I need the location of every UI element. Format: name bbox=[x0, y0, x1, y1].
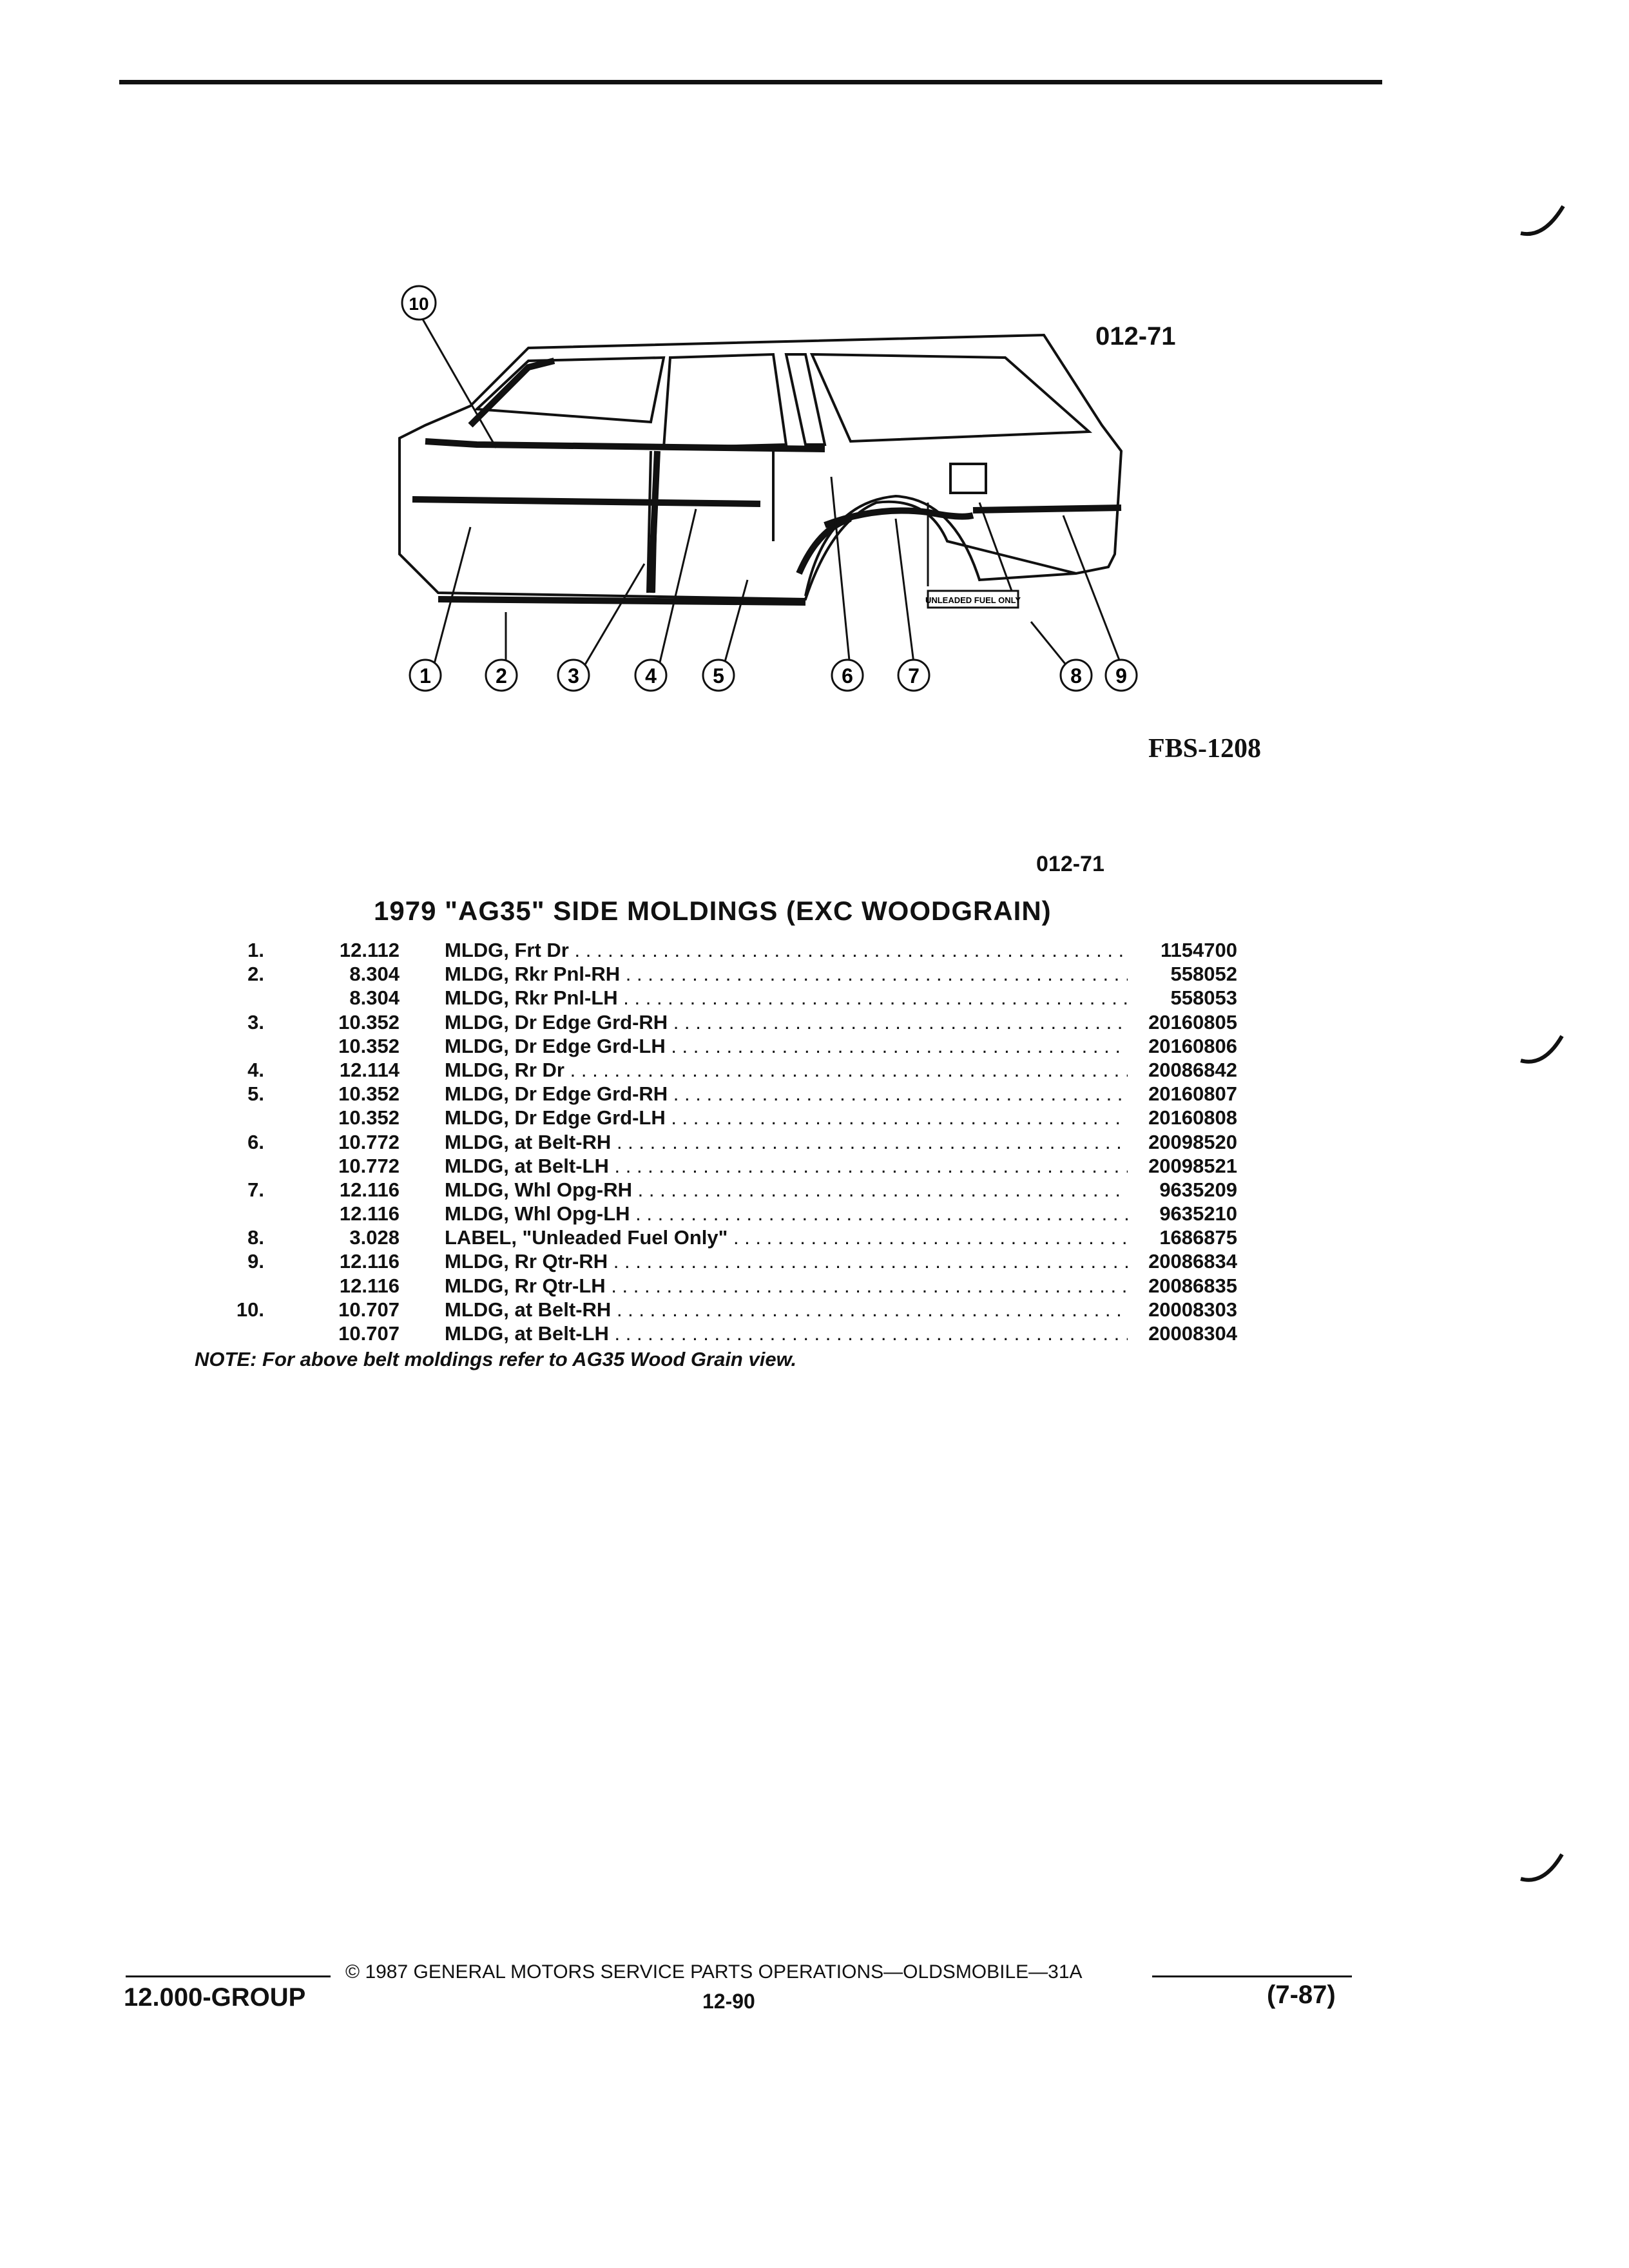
svg-text:8: 8 bbox=[1070, 664, 1082, 687]
group-number: 12.116 bbox=[339, 1178, 400, 1201]
part-number: 1154700 bbox=[1161, 939, 1237, 961]
svg-text:4: 4 bbox=[645, 664, 657, 687]
group-number: 8.304 bbox=[349, 963, 400, 986]
part-number: 20160805 bbox=[1148, 1010, 1237, 1033]
part-description: MLDG, Whl Opg-LH . . . bbox=[445, 1202, 1128, 1225]
ref-number: 2. bbox=[247, 963, 264, 986]
figure-id: FBS-1208 bbox=[1148, 734, 1262, 764]
ref-number: 4. bbox=[247, 1058, 264, 1081]
part-number: 558052 bbox=[1170, 963, 1237, 986]
part-description: MLDG, Dr Edge Grd-RH . . . bbox=[445, 1010, 1128, 1034]
group-number: 10.707 bbox=[338, 1298, 400, 1321]
group-number: 12.112 bbox=[339, 939, 400, 961]
part-number: 9635209 bbox=[1159, 1178, 1237, 1201]
group-number: 10.352 bbox=[338, 1082, 400, 1106]
group-number: 10.352 bbox=[338, 1034, 400, 1057]
group-number: 10.707 bbox=[338, 1322, 400, 1345]
svg-text:6: 6 bbox=[842, 664, 853, 687]
part-description: MLDG, at Belt-LH . . . bbox=[445, 1321, 1128, 1345]
group-number: 3.028 bbox=[349, 1226, 400, 1249]
top-rule bbox=[119, 80, 1382, 84]
side-moldings-diagram bbox=[361, 271, 1173, 722]
ref-number: 5. bbox=[247, 1082, 264, 1106]
table-row bbox=[193, 1225, 1237, 1249]
svg-text:9: 9 bbox=[1115, 664, 1127, 687]
part-number: 558053 bbox=[1170, 986, 1237, 1010]
group-number: 12.116 bbox=[339, 1274, 400, 1297]
table-row bbox=[193, 1274, 1237, 1298]
footer-rule bbox=[1152, 1975, 1352, 1977]
part-description: MLDG, at Belt-RH . . . bbox=[445, 1298, 1128, 1321]
section-title: 1979 "AG35" SIDE MOLDINGS (EXC WOODGRAIN) bbox=[374, 896, 1052, 926]
part-description: LABEL, "Unleaded Fuel Only" . . . bbox=[445, 1225, 1128, 1249]
svg-text:7: 7 bbox=[908, 664, 920, 687]
section-code: 012-71 bbox=[1036, 852, 1104, 876]
part-description: MLDG, Dr Edge Grd-LH . . . bbox=[445, 1034, 1128, 1058]
part-description: MLDG, Rkr Pnl-RH . . . bbox=[445, 962, 1128, 986]
diagram-code: 012-71 bbox=[1095, 322, 1176, 351]
callout-9 bbox=[1106, 660, 1137, 691]
ref-number: 8. bbox=[247, 1226, 264, 1249]
callout-2 bbox=[486, 660, 517, 691]
ref-number: 7. bbox=[247, 1178, 264, 1201]
table-row bbox=[193, 1082, 1237, 1106]
group-number: 10.352 bbox=[338, 1106, 400, 1129]
part-description: MLDG, Rr Dr . . . bbox=[445, 1058, 1128, 1082]
callout-7 bbox=[898, 660, 929, 691]
part-description: MLDG, Rkr Pnl-LH . . . bbox=[445, 986, 1128, 1010]
table-row bbox=[193, 1154, 1237, 1178]
corner-mark bbox=[1518, 1843, 1570, 1894]
part-description: MLDG, at Belt-RH . . . bbox=[445, 1130, 1128, 1154]
group-number: 12.116 bbox=[339, 1250, 400, 1273]
table-row bbox=[193, 1249, 1237, 1273]
group-number: 12.116 bbox=[339, 1202, 400, 1225]
table-row bbox=[193, 986, 1237, 1010]
part-description: MLDG, Whl Opg-RH . . . bbox=[445, 1178, 1128, 1202]
part-number: 20086835 bbox=[1148, 1274, 1237, 1297]
table-row bbox=[193, 1034, 1237, 1058]
table-row bbox=[193, 1178, 1237, 1202]
table-row bbox=[193, 1010, 1237, 1034]
svg-text:10: 10 bbox=[409, 294, 429, 314]
callout-10 bbox=[402, 286, 436, 320]
part-description: MLDG, Dr Edge Grd-LH . . . bbox=[445, 1106, 1128, 1129]
footer-group: 12.000-GROUP bbox=[124, 1983, 306, 2012]
callout-6 bbox=[832, 660, 863, 691]
table-row bbox=[193, 1130, 1237, 1154]
ref-number: 1. bbox=[247, 939, 264, 961]
ref-number: 9. bbox=[247, 1250, 264, 1273]
corner-mark bbox=[1518, 1024, 1570, 1076]
table-row bbox=[193, 1106, 1237, 1129]
footer-rule bbox=[126, 1975, 331, 1977]
table-row bbox=[193, 1298, 1237, 1321]
footer-copyright: © 1987 GENERAL MOTORS SERVICE PARTS OPERATIONS—OLDSMOBILE—31A bbox=[345, 1961, 1083, 1983]
parts-list bbox=[193, 938, 1237, 1345]
callout-1 bbox=[410, 660, 441, 691]
part-number: 20098521 bbox=[1148, 1154, 1237, 1177]
table-row bbox=[193, 938, 1237, 962]
ref-number: 3. bbox=[247, 1010, 264, 1033]
part-number: 20098520 bbox=[1148, 1130, 1237, 1153]
part-number: 20160808 bbox=[1148, 1106, 1237, 1129]
part-number: 1686875 bbox=[1159, 1226, 1237, 1249]
callout-8 bbox=[1061, 660, 1092, 691]
svg-text:2: 2 bbox=[496, 664, 507, 687]
part-number: 20008303 bbox=[1148, 1298, 1237, 1321]
part-number: 20086842 bbox=[1148, 1058, 1237, 1081]
part-description: MLDG, Frt Dr . . . bbox=[445, 938, 1128, 962]
group-number: 8.304 bbox=[349, 986, 400, 1010]
part-number: 20160807 bbox=[1148, 1082, 1237, 1106]
group-number: 12.114 bbox=[339, 1058, 400, 1081]
part-number: 20086834 bbox=[1148, 1250, 1237, 1273]
table-row bbox=[193, 1058, 1237, 1082]
corner-mark bbox=[1518, 193, 1570, 245]
ref-number: 6. bbox=[247, 1130, 264, 1153]
part-number: 20008304 bbox=[1148, 1322, 1237, 1345]
svg-text:3: 3 bbox=[568, 664, 579, 687]
page-number: 12-90 bbox=[702, 1990, 755, 2013]
part-description: MLDG, at Belt-LH . . . bbox=[445, 1154, 1128, 1178]
part-description: MLDG, Dr Edge Grd-RH . . . bbox=[445, 1082, 1128, 1106]
table-row bbox=[193, 1321, 1237, 1345]
table-row bbox=[193, 962, 1237, 986]
group-number: 10.352 bbox=[338, 1010, 400, 1033]
ref-number: 10. bbox=[236, 1298, 264, 1321]
svg-text:5: 5 bbox=[713, 664, 724, 687]
part-description: MLDG, Rr Qtr-RH . . . bbox=[445, 1249, 1128, 1273]
part-number: 9635210 bbox=[1159, 1202, 1237, 1225]
group-number: 10.772 bbox=[338, 1130, 400, 1153]
part-number: 20160806 bbox=[1148, 1034, 1237, 1057]
footer-date: (7-87) bbox=[1267, 1981, 1336, 2009]
fuel-label-text: UNLEADED FUEL ONLY bbox=[925, 595, 1021, 605]
table-row bbox=[193, 1202, 1237, 1225]
callout-5 bbox=[703, 660, 734, 691]
part-description: MLDG, Rr Qtr-LH . . . bbox=[445, 1274, 1128, 1298]
callout-3 bbox=[558, 660, 589, 691]
note: NOTE: For above belt moldings refer to AG35 Wood Grain view. bbox=[195, 1348, 797, 1370]
svg-text:1: 1 bbox=[419, 664, 431, 687]
group-number: 10.772 bbox=[338, 1154, 400, 1177]
callout-4 bbox=[635, 660, 666, 691]
